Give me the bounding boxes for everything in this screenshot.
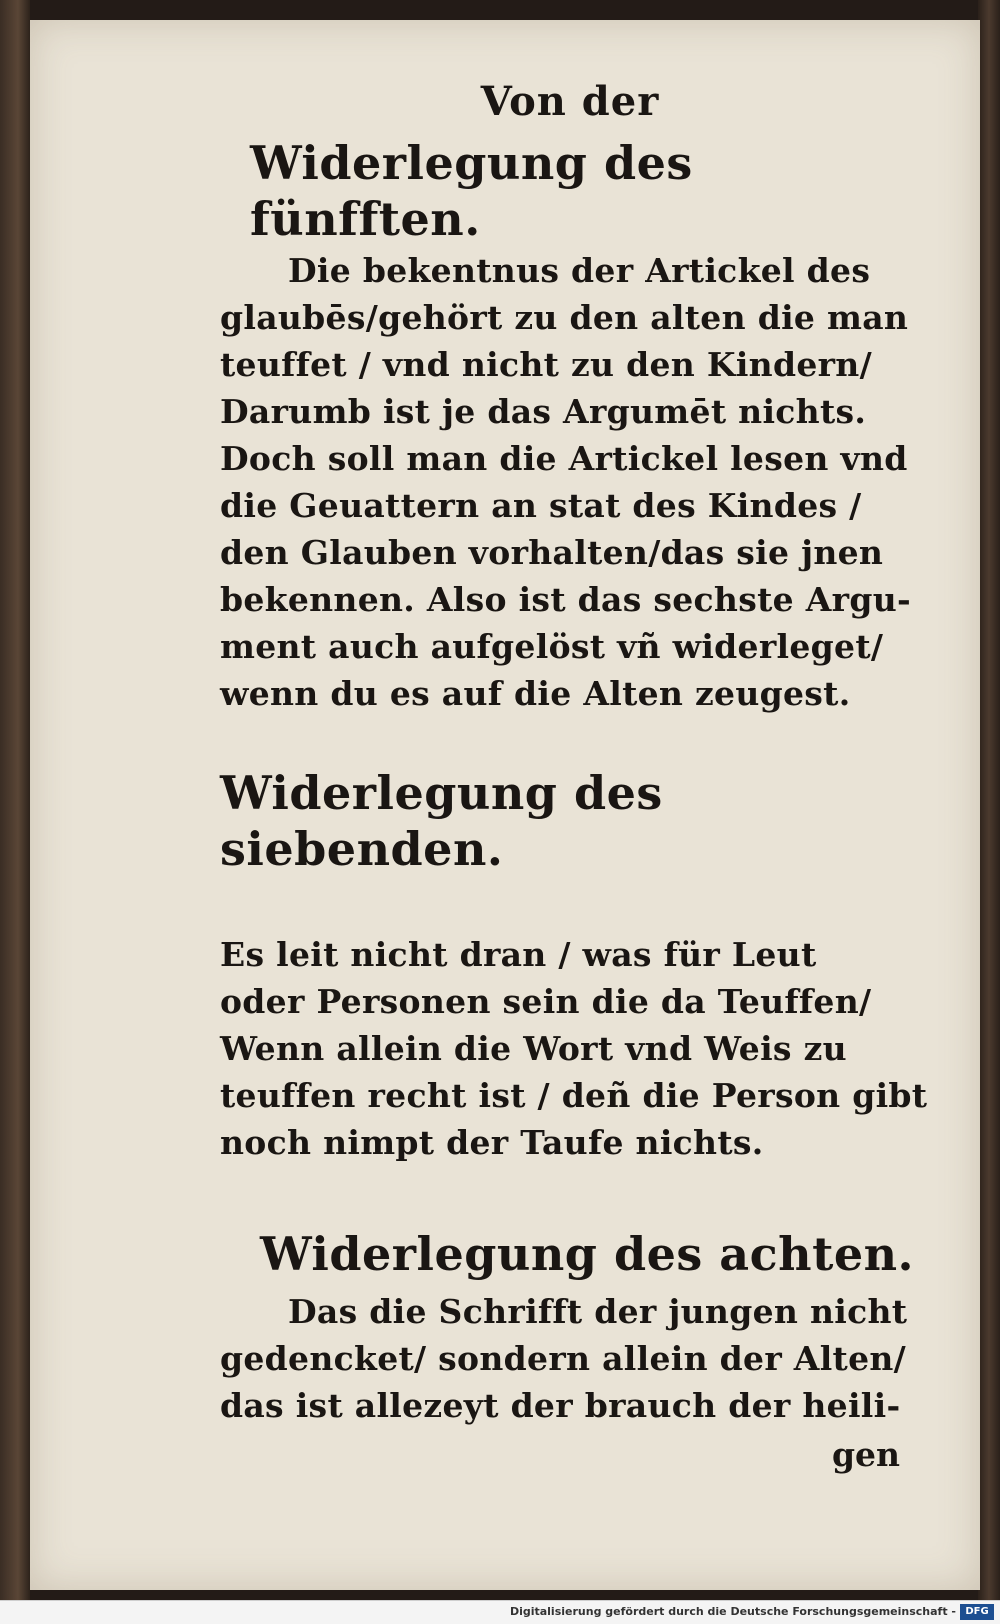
running-head: Von der (480, 78, 660, 125)
text-line: ment auch aufgelöst vñ widerleget/ (220, 627, 884, 666)
text-line: Doch soll man die Artickel lesen vnd (220, 439, 908, 478)
text-line: wenn du es auf die Alten zeugest. (220, 674, 851, 713)
text-line: teuffen recht ist / deñ die Person gibt (220, 1076, 928, 1115)
text-line: Es leit nicht dran / was für Leut (220, 935, 817, 974)
section-fuenfften (220, 135, 920, 717)
text-line: noch nimpt der Taufe nichts. (220, 1123, 764, 1162)
text-line: Das die Schrifft der jungen nicht (288, 1292, 908, 1331)
text-line: oder Personen sein die da Teuffen/ (220, 982, 872, 1021)
text-line: gedencket/ sondern allein der Alten/ (220, 1339, 907, 1378)
adjacent-page-edge-right (978, 0, 1000, 1600)
text-line: Darumb ist je das Argumēt nichts. (220, 392, 867, 431)
section-heading: Widerlegung des siebenden. (220, 766, 663, 876)
section-heading: Widerlegung des achten. (260, 1227, 915, 1281)
text-block (220, 78, 928, 1477)
text-line: Wenn allein die Wort vnd Weis zu (220, 1029, 847, 1068)
dfg-logo-icon: DFG (960, 1604, 994, 1620)
text-line: teuffet / vnd nicht zu den Kindern/ (220, 345, 872, 384)
text-line: glaubēs/gehört zu den alten die man (220, 298, 909, 337)
adjacent-page-edge-left (0, 0, 30, 1600)
catchword: gen (831, 1435, 900, 1474)
section-achten (220, 1226, 920, 1429)
text-line: das ist allezeyt der brauch der heili- (220, 1386, 901, 1425)
section-siebenden (220, 765, 928, 1166)
text-line: bekennen. Also ist das sechste Argu- (220, 580, 911, 619)
text-line: den Glauben vorhalten/das sie jnen (220, 533, 884, 572)
funding-note: Digitalisierung gefördert durch die Deutsche Forschungsgemeinschaft - (509, 1605, 956, 1618)
section-heading: Widerlegung des fünfften. (250, 136, 693, 246)
footer-bar (0, 1600, 1000, 1624)
text-line: die Geuattern an stat des Kindes / (220, 486, 862, 525)
text-line: Die bekentnus der Artickel des (288, 251, 871, 290)
